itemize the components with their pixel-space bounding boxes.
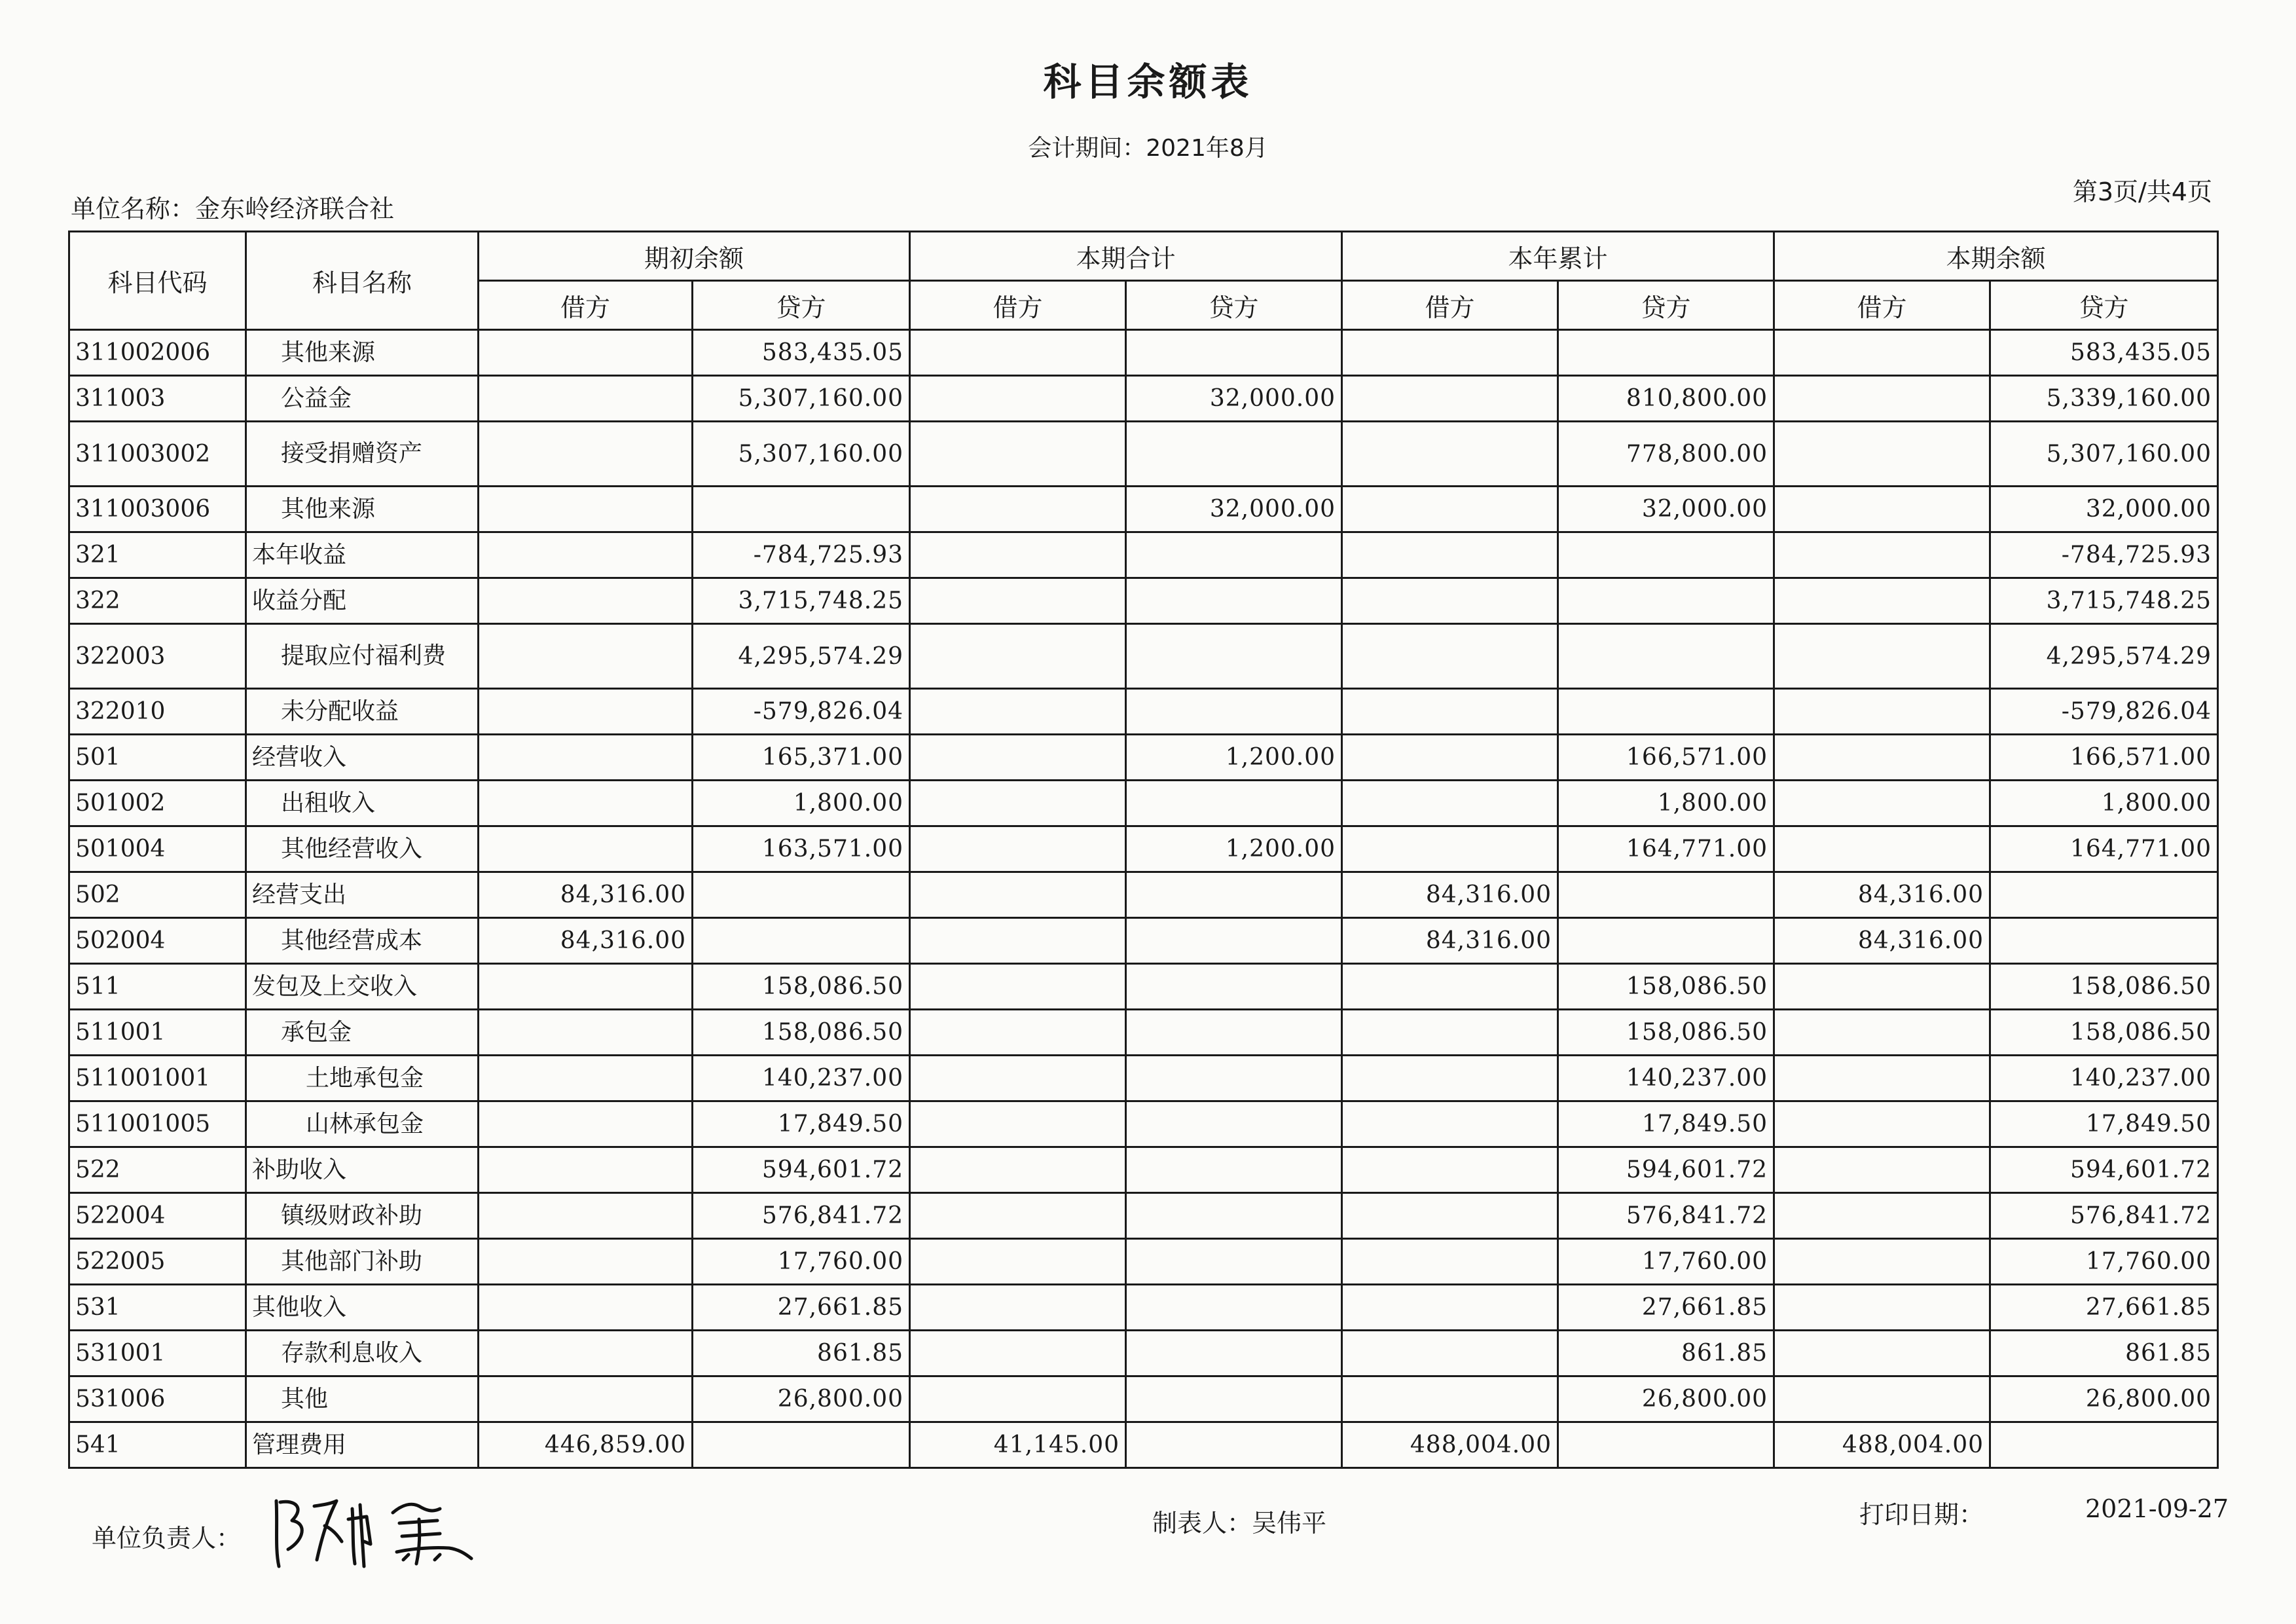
opening-credit-cell: 5,307,160.00	[693, 422, 910, 487]
ending-credit-cell: -784,725.93	[1990, 532, 2218, 578]
account-code: 322003	[69, 624, 246, 689]
account-name: 其他来源	[246, 330, 479, 376]
ending-credit-cell: 164,771.00	[1990, 826, 2218, 872]
account-name: 其他部门补助	[246, 1239, 479, 1285]
period-credit-cell	[1126, 578, 1342, 624]
year-debit-cell	[1342, 422, 1558, 487]
year-credit-cell: 164,771.00	[1558, 826, 1774, 872]
opening-debit-cell	[479, 781, 693, 826]
period-credit-cell	[1126, 330, 1342, 376]
account-name: 发包及上交收入	[246, 964, 479, 1010]
year-debit-cell	[1342, 624, 1558, 689]
year-debit-cell: 84,316.00	[1342, 872, 1558, 918]
account-code: 511001	[69, 1010, 246, 1056]
period-debit-cell	[910, 330, 1126, 376]
opening-debit-cell	[479, 578, 693, 624]
year-debit-cell	[1342, 578, 1558, 624]
account-name: 其他来源	[246, 487, 479, 532]
year-credit-cell: 17,760.00	[1558, 1239, 1774, 1285]
ending-debit-cell: 84,316.00	[1774, 918, 1990, 964]
opening-credit-cell: 861.85	[693, 1331, 910, 1376]
ending-credit-cell: 4,295,574.29	[1990, 624, 2218, 689]
opening-debit-cell: 84,316.00	[479, 872, 693, 918]
ending-debit-cell	[1774, 964, 1990, 1010]
opening-debit-cell: 446,859.00	[479, 1422, 693, 1468]
account-code: 531	[69, 1285, 246, 1331]
period-credit-cell	[1126, 624, 1342, 689]
opening-credit-cell: 576,841.72	[693, 1193, 910, 1239]
table-row	[69, 689, 2218, 735]
ending-credit-cell: 166,571.00	[1990, 735, 2218, 781]
ending-credit-cell	[1990, 1422, 2218, 1468]
opening-debit-cell	[479, 532, 693, 578]
year-debit-cell	[1342, 376, 1558, 422]
table-row	[69, 1010, 2218, 1056]
print-date: 2021-09-27	[2085, 1494, 2229, 1523]
opening-credit-cell: 163,571.00	[693, 826, 910, 872]
year-credit-cell: 158,086.50	[1558, 964, 1774, 1010]
period-credit-cell	[1126, 1285, 1342, 1331]
table-row	[69, 487, 2218, 532]
year-debit-cell	[1342, 826, 1558, 872]
year-credit-cell: 810,800.00	[1558, 376, 1774, 422]
header-year-cumulative: 本年累计	[1342, 232, 1774, 281]
period-debit-cell	[910, 532, 1126, 578]
year-credit-cell: 27,661.85	[1558, 1285, 1774, 1331]
table-row	[69, 826, 2218, 872]
ending-credit-cell: 5,339,160.00	[1990, 376, 2218, 422]
year-credit-cell: 140,237.00	[1558, 1056, 1774, 1101]
ending-debit-cell	[1774, 1056, 1990, 1101]
year-credit-cell	[1558, 1422, 1774, 1468]
year-debit-cell	[1342, 1193, 1558, 1239]
account-name: 承包金	[246, 1010, 479, 1056]
table-row	[69, 1422, 2218, 1468]
year-credit-cell: 1,800.00	[1558, 781, 1774, 826]
account-code: 522004	[69, 1193, 246, 1239]
account-code: 321	[69, 532, 246, 578]
year-credit-cell	[1558, 872, 1774, 918]
year-credit-cell	[1558, 624, 1774, 689]
table-row	[69, 422, 2218, 487]
ending-credit-cell: 32,000.00	[1990, 487, 2218, 532]
opening-credit-cell: 5,307,160.00	[693, 376, 910, 422]
year-debit-cell	[1342, 1010, 1558, 1056]
year-credit-cell: 32,000.00	[1558, 487, 1774, 532]
ending-debit-cell	[1774, 689, 1990, 735]
opening-credit-cell: 583,435.05	[693, 330, 910, 376]
ending-credit-cell: 17,849.50	[1990, 1101, 2218, 1147]
year-credit-cell: 778,800.00	[1558, 422, 1774, 487]
header-period-total: 本期合计	[910, 232, 1342, 281]
period-credit-cell	[1126, 918, 1342, 964]
document-title: 科目余额表	[1043, 60, 1253, 104]
table-row	[69, 1147, 2218, 1193]
period-debit-cell	[910, 1056, 1126, 1101]
table-row	[69, 1331, 2218, 1376]
period-debit-cell	[910, 1376, 1126, 1422]
period-credit-cell: 1,200.00	[1126, 735, 1342, 781]
year-credit-cell: 17,849.50	[1558, 1101, 1774, 1147]
table-row	[69, 1376, 2218, 1422]
account-name: 接受捐赠资产	[246, 422, 479, 487]
period-credit-cell	[1126, 1056, 1342, 1101]
account-name: 存款利息收入	[246, 1331, 479, 1376]
account-code: 522	[69, 1147, 246, 1193]
account-name: 其他经营收入	[246, 826, 479, 872]
period-credit-cell	[1126, 689, 1342, 735]
opening-debit-cell	[479, 1101, 693, 1147]
header-ending-balance: 本期余额	[1774, 232, 2218, 281]
accounting-period: 会计期间：2021年8月	[1028, 135, 1268, 162]
period-debit-cell	[910, 689, 1126, 735]
table-row	[69, 532, 2218, 578]
account-code: 511001001	[69, 1056, 246, 1101]
period-debit-cell	[910, 781, 1126, 826]
ending-credit-cell: 576,841.72	[1990, 1193, 2218, 1239]
year-credit-cell: 861.85	[1558, 1331, 1774, 1376]
table-row	[69, 1285, 2218, 1331]
table-row	[69, 330, 2218, 376]
opening-debit-cell	[479, 1331, 693, 1376]
account-code: 502	[69, 872, 246, 918]
ending-credit-cell: 1,800.00	[1990, 781, 2218, 826]
account-name: 本年收益	[246, 532, 479, 578]
year-debit-cell: 84,316.00	[1342, 918, 1558, 964]
account-code: 322010	[69, 689, 246, 735]
period-credit-cell	[1126, 1239, 1342, 1285]
year-debit-cell: 488,004.00	[1342, 1422, 1558, 1468]
ending-debit-cell	[1774, 624, 1990, 689]
ending-debit-cell	[1774, 1376, 1990, 1422]
period-debit-cell	[910, 487, 1126, 532]
period-debit-cell	[910, 1239, 1126, 1285]
ending-credit-cell: 594,601.72	[1990, 1147, 2218, 1193]
opening-credit-cell: 158,086.50	[693, 1010, 910, 1056]
period-debit-cell	[910, 1101, 1126, 1147]
account-name: 未分配收益	[246, 689, 479, 735]
ending-debit-cell	[1774, 826, 1990, 872]
opening-credit-cell: 140,237.00	[693, 1056, 910, 1101]
page-indicator: 第3页/共4页	[2072, 177, 2212, 206]
ending-credit-cell: 5,307,160.00	[1990, 422, 2218, 487]
ending-credit-cell: 27,661.85	[1990, 1285, 2218, 1331]
year-debit-cell	[1342, 1101, 1558, 1147]
ending-debit-cell	[1774, 1101, 1990, 1147]
opening-debit-cell	[479, 689, 693, 735]
ending-debit-cell	[1774, 1010, 1990, 1056]
period-credit-cell	[1126, 872, 1342, 918]
ending-debit-cell	[1774, 330, 1990, 376]
account-code: 501002	[69, 781, 246, 826]
account-name: 提取应付福利费	[246, 624, 479, 689]
ending-credit-cell: -579,826.04	[1990, 689, 2218, 735]
account-code: 322	[69, 578, 246, 624]
table-row	[69, 1056, 2218, 1101]
table-row	[69, 578, 2218, 624]
ending-debit-cell	[1774, 487, 1990, 532]
opening-debit-cell	[479, 1056, 693, 1101]
period-debit-cell	[910, 826, 1126, 872]
year-debit-cell	[1342, 735, 1558, 781]
ending-debit-cell	[1774, 376, 1990, 422]
period-debit-cell: 41,145.00	[910, 1422, 1126, 1468]
header-debit: 借方	[479, 281, 693, 330]
ending-debit-cell	[1774, 422, 1990, 487]
account-name: 其他收入	[246, 1285, 479, 1331]
ending-debit-cell	[1774, 1285, 1990, 1331]
year-credit-cell: 166,571.00	[1558, 735, 1774, 781]
account-code: 541	[69, 1422, 246, 1468]
period-credit-cell	[1126, 964, 1342, 1010]
prepared-by: 制表人：吴伟平	[1152, 1509, 1327, 1538]
account-code: 501004	[69, 826, 246, 872]
period-debit-cell	[910, 422, 1126, 487]
account-name: 补助收入	[246, 1147, 479, 1193]
ending-debit-cell	[1774, 1331, 1990, 1376]
period-debit-cell	[910, 624, 1126, 689]
table-row	[69, 964, 2218, 1010]
opening-debit-cell: 84,316.00	[479, 918, 693, 964]
year-debit-cell	[1342, 1056, 1558, 1101]
period-debit-cell	[910, 964, 1126, 1010]
year-debit-cell	[1342, 1331, 1558, 1376]
period-credit-cell: 32,000.00	[1126, 376, 1342, 422]
header-debit: 借方	[1774, 281, 1990, 330]
ending-debit-cell: 488,004.00	[1774, 1422, 1990, 1468]
period-credit-cell	[1126, 781, 1342, 826]
table-row	[69, 376, 2218, 422]
header-debit: 借方	[1342, 281, 1558, 330]
opening-credit-cell: 27,661.85	[693, 1285, 910, 1331]
period-credit-cell	[1126, 1147, 1342, 1193]
period-credit-cell: 1,200.00	[1126, 826, 1342, 872]
account-name: 公益金	[246, 376, 479, 422]
year-credit-cell: 576,841.72	[1558, 1193, 1774, 1239]
year-credit-cell: 594,601.72	[1558, 1147, 1774, 1193]
period-credit-cell	[1126, 1331, 1342, 1376]
ending-credit-cell: 583,435.05	[1990, 330, 2218, 376]
period-credit-cell	[1126, 1193, 1342, 1239]
account-code: 311003002	[69, 422, 246, 487]
print-date-label: 打印日期：	[1859, 1500, 1984, 1529]
account-name: 管理费用	[246, 1422, 479, 1468]
table-row	[69, 872, 2218, 918]
table-row	[69, 1193, 2218, 1239]
account-code: 531006	[69, 1376, 246, 1422]
table-row	[69, 1239, 2218, 1285]
opening-credit-cell	[693, 918, 910, 964]
opening-debit-cell	[479, 422, 693, 487]
opening-debit-cell	[479, 826, 693, 872]
opening-debit-cell	[479, 1285, 693, 1331]
opening-debit-cell	[479, 1010, 693, 1056]
period-credit-cell	[1126, 422, 1342, 487]
year-credit-cell	[1558, 330, 1774, 376]
header-debit: 借方	[910, 281, 1126, 330]
account-name: 镇级财政补助	[246, 1193, 479, 1239]
opening-debit-cell	[479, 487, 693, 532]
opening-credit-cell	[693, 487, 910, 532]
period-credit-cell	[1126, 1010, 1342, 1056]
account-name: 经营收入	[246, 735, 479, 781]
opening-credit-cell: 594,601.72	[693, 1147, 910, 1193]
account-name: 其他经营成本	[246, 918, 479, 964]
ending-credit-cell: 158,086.50	[1990, 964, 2218, 1010]
account-code: 311003006	[69, 487, 246, 532]
ending-credit-cell: 26,800.00	[1990, 1376, 2218, 1422]
period-debit-cell	[910, 1147, 1126, 1193]
year-credit-cell	[1558, 689, 1774, 735]
year-debit-cell	[1342, 1239, 1558, 1285]
period-debit-cell	[910, 578, 1126, 624]
header-code: 科目代码	[69, 232, 246, 330]
ending-credit-cell	[1990, 918, 2218, 964]
account-name: 山林承包金	[246, 1101, 479, 1147]
opening-debit-cell	[479, 1147, 693, 1193]
period-debit-cell	[910, 872, 1126, 918]
opening-credit-cell: 165,371.00	[693, 735, 910, 781]
opening-credit-cell: 158,086.50	[693, 964, 910, 1010]
year-debit-cell	[1342, 532, 1558, 578]
account-code: 511001005	[69, 1101, 246, 1147]
period-credit-cell: 32,000.00	[1126, 487, 1342, 532]
ending-debit-cell	[1774, 1239, 1990, 1285]
unit-name: 单位名称：金东岭经济联合社	[71, 194, 395, 223]
account-code: 311003	[69, 376, 246, 422]
ending-debit-cell	[1774, 781, 1990, 826]
table-row	[69, 918, 2218, 964]
header-credit: 贷方	[1126, 281, 1342, 330]
header-name: 科目名称	[246, 232, 479, 330]
table-body	[69, 330, 2218, 1468]
ending-debit-cell	[1774, 578, 1990, 624]
account-name: 土地承包金	[246, 1056, 479, 1101]
account-name: 出租收入	[246, 781, 479, 826]
account-code: 522005	[69, 1239, 246, 1285]
period-debit-cell	[910, 918, 1126, 964]
ending-credit-cell: 17,760.00	[1990, 1239, 2218, 1285]
period-credit-cell	[1126, 532, 1342, 578]
period-debit-cell	[910, 735, 1126, 781]
ending-debit-cell	[1774, 532, 1990, 578]
ending-credit-cell: 158,086.50	[1990, 1010, 2218, 1056]
year-debit-cell	[1342, 781, 1558, 826]
ending-credit-cell: 3,715,748.25	[1990, 578, 2218, 624]
ending-debit-cell: 84,316.00	[1774, 872, 1990, 918]
ending-credit-cell: 861.85	[1990, 1331, 2218, 1376]
opening-credit-cell: 3,715,748.25	[693, 578, 910, 624]
year-credit-cell: 158,086.50	[1558, 1010, 1774, 1056]
year-debit-cell	[1342, 330, 1558, 376]
opening-credit-cell: 26,800.00	[693, 1376, 910, 1422]
opening-credit-cell: 17,760.00	[693, 1239, 910, 1285]
year-credit-cell	[1558, 532, 1774, 578]
opening-credit-cell: -784,725.93	[693, 532, 910, 578]
year-debit-cell	[1342, 1285, 1558, 1331]
header-opening-balance: 期初余额	[479, 232, 910, 281]
opening-credit-cell: 4,295,574.29	[693, 624, 910, 689]
opening-debit-cell	[479, 1193, 693, 1239]
year-credit-cell	[1558, 578, 1774, 624]
header-row-groups	[69, 232, 2218, 281]
opening-credit-cell: 1,800.00	[693, 781, 910, 826]
year-credit-cell: 26,800.00	[1558, 1376, 1774, 1422]
account-code: 311002006	[69, 330, 246, 376]
year-debit-cell	[1342, 1147, 1558, 1193]
period-debit-cell	[910, 1193, 1126, 1239]
period-debit-cell	[910, 1331, 1126, 1376]
opening-debit-cell	[479, 964, 693, 1010]
account-code: 531001	[69, 1331, 246, 1376]
year-debit-cell	[1342, 487, 1558, 532]
opening-debit-cell	[479, 1239, 693, 1285]
opening-debit-cell	[479, 330, 693, 376]
header-credit: 贷方	[693, 281, 910, 330]
account-code: 511	[69, 964, 246, 1010]
responsible-person-label: 单位负责人：	[92, 1524, 242, 1553]
opening-debit-cell	[479, 624, 693, 689]
opening-credit-cell	[693, 872, 910, 918]
opening-credit-cell: -579,826.04	[693, 689, 910, 735]
ending-debit-cell	[1774, 1193, 1990, 1239]
opening-debit-cell	[479, 735, 693, 781]
table-row	[69, 1101, 2218, 1147]
account-name: 经营支出	[246, 872, 479, 918]
account-code: 501	[69, 735, 246, 781]
opening-debit-cell	[479, 1376, 693, 1422]
year-debit-cell	[1342, 689, 1558, 735]
account-name: 其他	[246, 1376, 479, 1422]
year-credit-cell	[1558, 918, 1774, 964]
account-name: 收益分配	[246, 578, 479, 624]
handwritten-signature	[268, 1486, 478, 1572]
header-credit: 贷方	[1990, 281, 2218, 330]
opening-credit-cell: 17,849.50	[693, 1101, 910, 1147]
period-debit-cell	[910, 376, 1126, 422]
table-row	[69, 624, 2218, 689]
balance-table	[68, 231, 2219, 1469]
account-code: 502004	[69, 918, 246, 964]
year-debit-cell	[1342, 964, 1558, 1010]
table-row	[69, 735, 2218, 781]
opening-credit-cell	[693, 1422, 910, 1468]
period-debit-cell	[910, 1285, 1126, 1331]
ending-debit-cell	[1774, 1147, 1990, 1193]
header-credit: 贷方	[1558, 281, 1774, 330]
period-credit-cell	[1126, 1101, 1342, 1147]
period-credit-cell	[1126, 1422, 1342, 1468]
ending-credit-cell: 140,237.00	[1990, 1056, 2218, 1101]
ending-debit-cell	[1774, 735, 1990, 781]
period-debit-cell	[910, 1010, 1126, 1056]
opening-debit-cell	[479, 376, 693, 422]
ending-credit-cell	[1990, 872, 2218, 918]
year-debit-cell	[1342, 1376, 1558, 1422]
table-row	[69, 781, 2218, 826]
period-credit-cell	[1126, 1376, 1342, 1422]
